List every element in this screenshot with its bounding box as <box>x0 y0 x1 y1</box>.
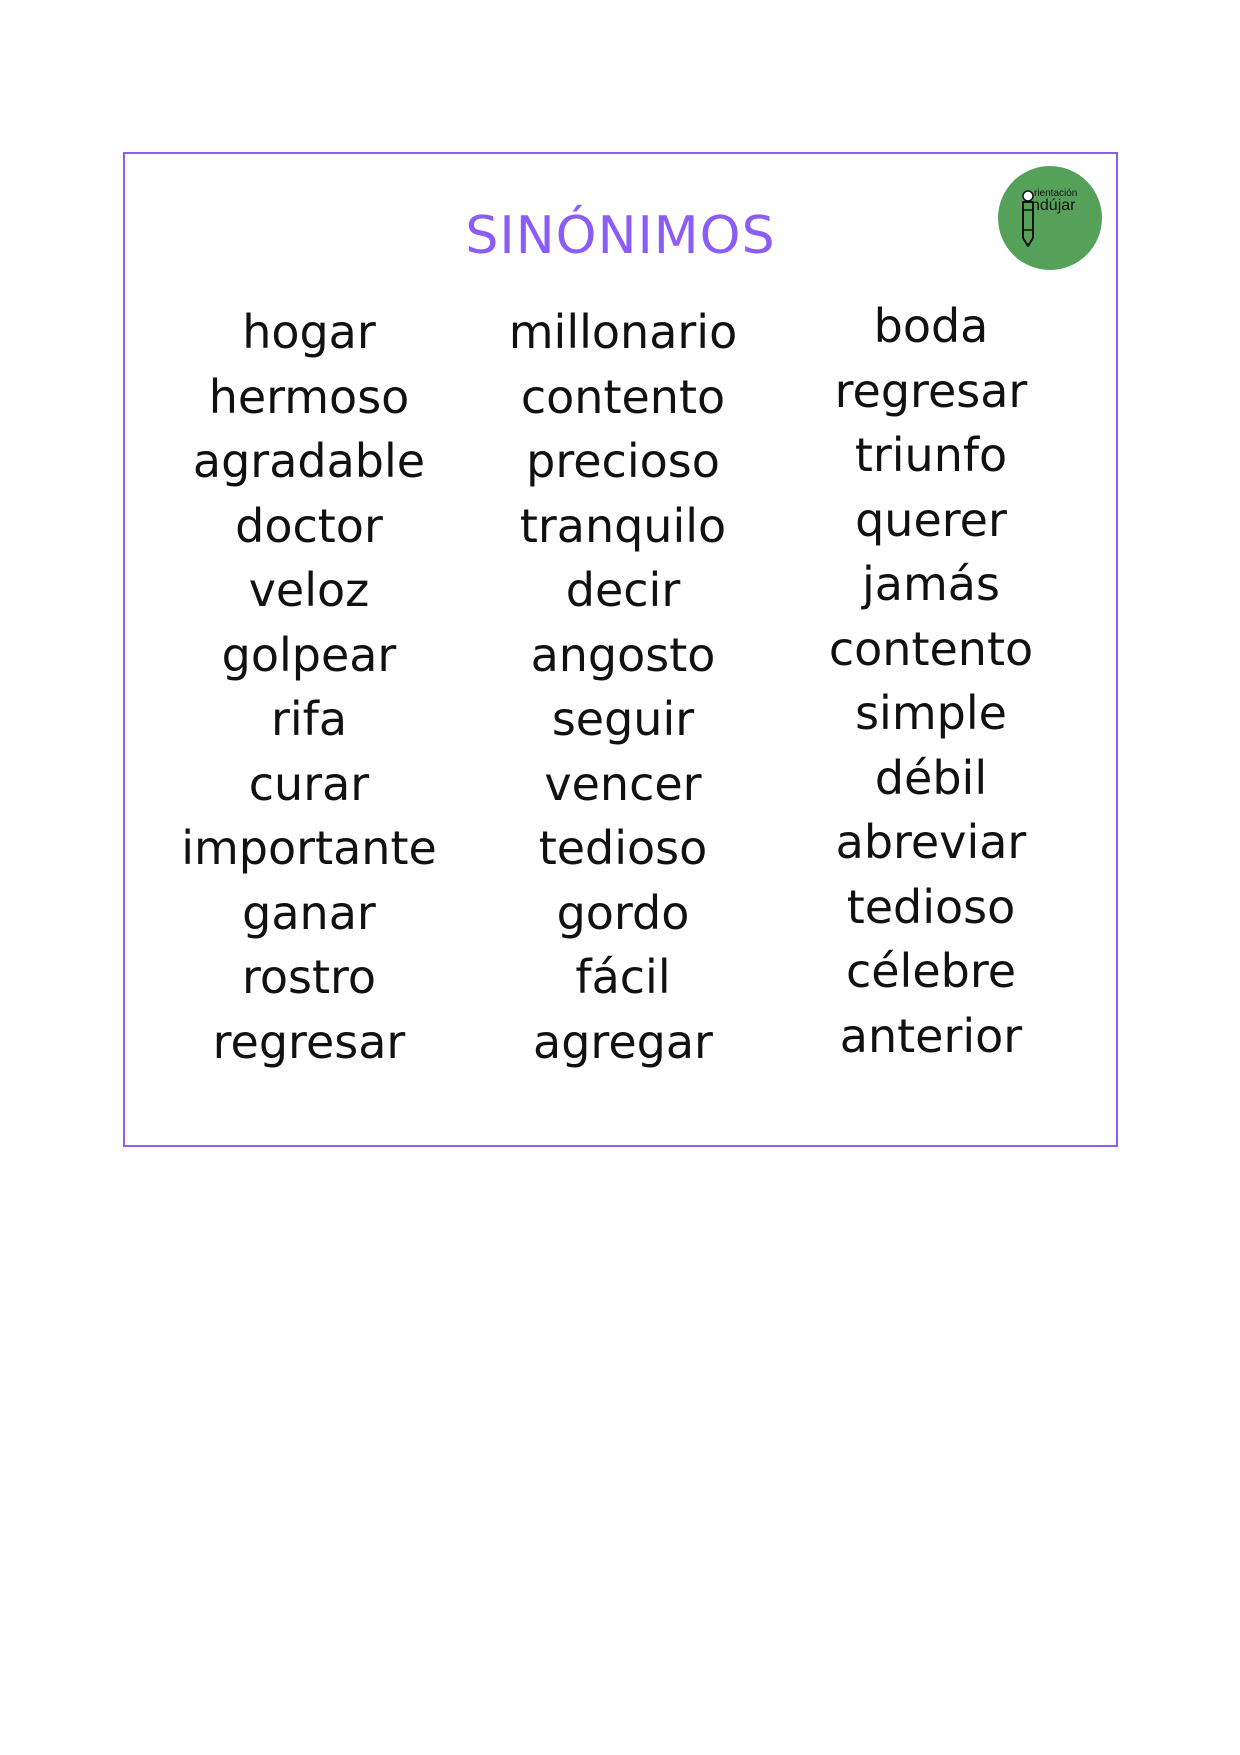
word-item: agradable <box>192 434 426 488</box>
word-item: jamás <box>862 557 1000 611</box>
word-item: fácil <box>575 950 671 1004</box>
word-item: tranquilo <box>519 498 727 553</box>
word-item: abreviar <box>835 815 1027 869</box>
word-item: contento <box>828 621 1034 676</box>
word-column-1 <box>159 300 459 1074</box>
logo-text-line2: ndújar <box>1031 197 1076 214</box>
word-column-2 <box>473 300 773 1074</box>
word-item: anterior <box>839 1008 1023 1063</box>
word-column-3 <box>781 294 1081 1068</box>
word-item: célebre <box>845 944 1017 998</box>
word-item: veloz <box>248 563 370 617</box>
word-item: seguir <box>551 692 695 746</box>
word-item: ganar <box>242 885 376 940</box>
word-item: agregar <box>533 1014 713 1069</box>
word-item: importante <box>181 821 437 875</box>
orientacion-andujar-logo <box>998 166 1102 270</box>
word-item: golpear <box>221 627 397 682</box>
word-item: regresar <box>834 363 1028 418</box>
word-item: decir <box>565 563 681 617</box>
word-item: débil <box>874 750 988 805</box>
word-item: tedioso <box>846 879 1016 934</box>
word-item: angosto <box>530 627 716 682</box>
synonyms-card <box>123 152 1118 1147</box>
word-item: vencer <box>544 756 702 811</box>
word-item: contento <box>520 369 726 424</box>
word-item: triunfo <box>854 428 1008 482</box>
page-title: SINÓNIMOS <box>465 206 776 266</box>
word-item: gordo <box>556 885 690 940</box>
word-item: tedioso <box>538 821 708 875</box>
word-item: millonario <box>508 305 738 359</box>
word-item: rifa <box>270 692 348 746</box>
word-item: curar <box>248 756 370 811</box>
word-item: simple <box>855 686 1007 740</box>
word-item: precioso <box>526 434 720 488</box>
logo-text-line1: rientación <box>1034 188 1078 199</box>
word-item: rostro <box>241 950 377 1004</box>
word-item: doctor <box>235 498 383 553</box>
word-item: boda <box>873 299 989 353</box>
word-item: querer <box>855 492 1007 547</box>
pencil-icon <box>998 166 1102 270</box>
word-item: regresar <box>212 1014 406 1069</box>
word-item: hogar <box>242 305 376 359</box>
word-item: hermoso <box>208 369 410 424</box>
